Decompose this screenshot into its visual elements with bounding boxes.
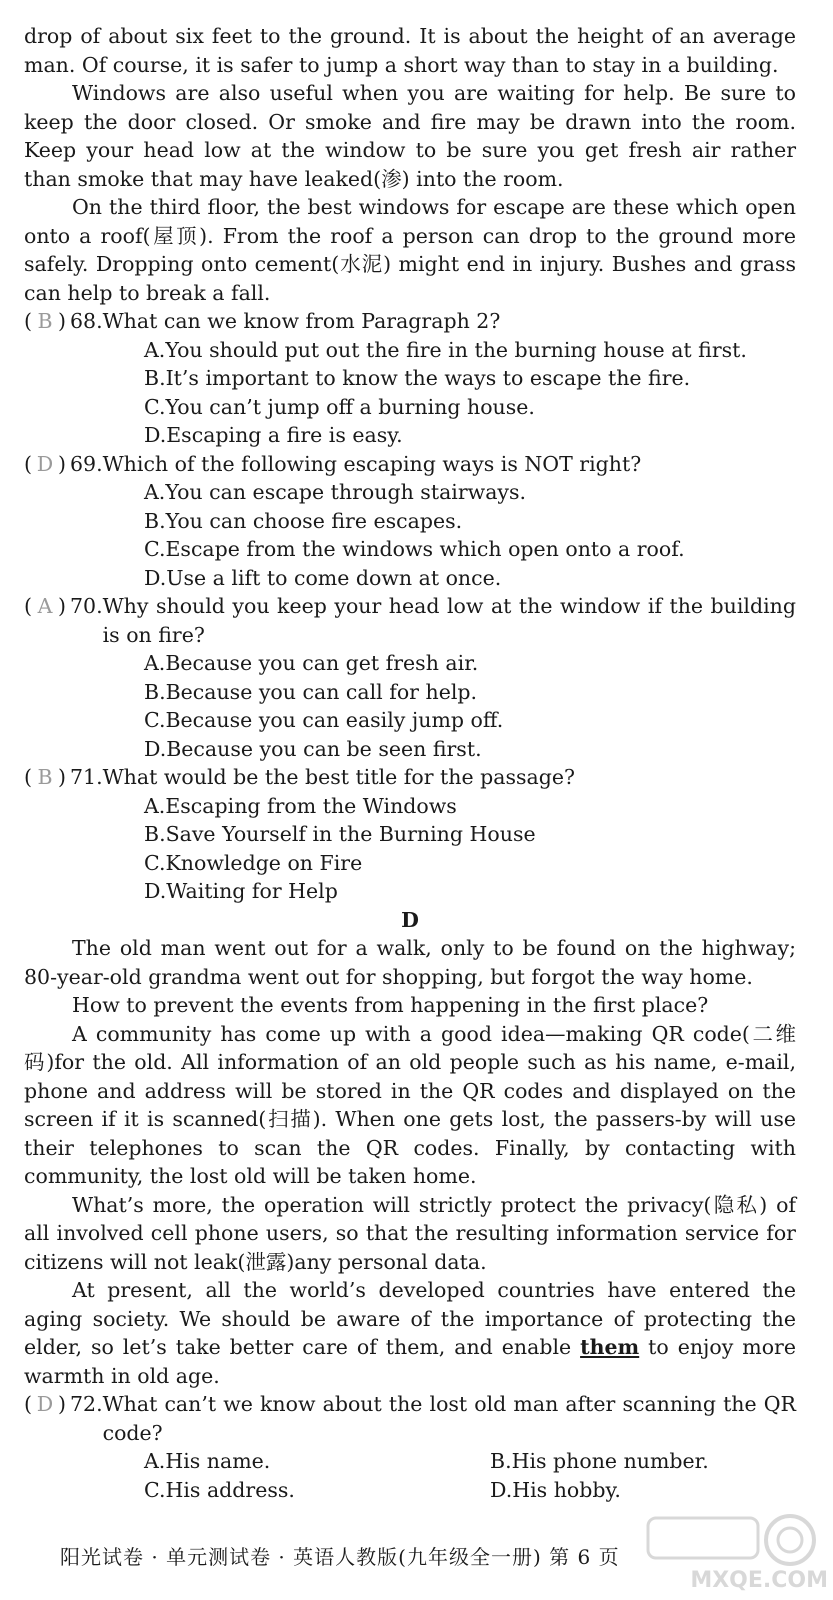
answer-option: B.You can choose fire escapes. <box>144 508 463 533</box>
answer-letter: D <box>36 1392 54 1416</box>
answer-option: C.You can’t jump off a burning house. <box>144 394 535 419</box>
answer-bracket: ( D ) <box>24 1390 70 1447</box>
section-heading: D <box>401 907 419 932</box>
answer-option: A.You can escape through stairways. <box>144 480 527 504</box>
answer-option: A.His name. <box>144 1449 271 1473</box>
passage-d-paragraph: A community has come up with a good idea—making QR code(二维码)for the old. All information of an old people such as his name, e-mail, phone and address will be stored in the QR codes and displayed on the screen if it is scanned(扫描). When one gets lost, the passers-by will use their telephones to scan the QR codes. Finally, by contacting with community, the lost old will be taken home. <box>24 1021 796 1188</box>
question-stem: What would be the best title for the passage? <box>102 765 575 789</box>
question-68 <box>24 307 796 450</box>
question-number: 68. <box>70 309 103 333</box>
document-page <box>24 22 796 1504</box>
page-number-prefix: 第 <box>549 1545 571 1569</box>
answer-option: C.Knowledge on Fire <box>144 850 363 875</box>
question-69 <box>24 450 796 593</box>
passage-d-paragraph: What’s more, the operation will strictly protect the privacy(隐私) of all involved cell phone users, so that the resulting information service for citizens will not leak(泄露)any personal data. <box>24 1192 796 1274</box>
answer-option: D.Use a lift to come down at once. <box>144 565 502 590</box>
answer-option: D.His hobby. <box>490 1477 621 1502</box>
watermark-text: MXQE.COM <box>690 1568 828 1593</box>
question-number: 71. <box>70 765 103 789</box>
series-title: 阳光试卷 · 单元测试卷 · 英语人教版(九年级全一册) <box>60 1545 542 1569</box>
question-stem: Which of the following escaping ways is NOT right? <box>102 451 642 476</box>
passage-c-paragraph: drop of about six feet to the ground. It is about the height of an average man. Of course, it is safer to jump a short way than to stay in a building. <box>24 24 796 77</box>
question-stem: What can we know from Paragraph 2? <box>102 309 501 333</box>
page-number: 6 <box>577 1545 592 1569</box>
watermark-logo <box>640 1510 830 1595</box>
answer-option: C.Because you can easily jump off. <box>144 708 504 732</box>
question-71 <box>24 763 796 906</box>
answer-option: B.It’s important to know the ways to escape the fire. <box>144 366 691 390</box>
answer-option: A.You should put out the fire in the burning house at first. <box>144 337 747 362</box>
passage-d-paragraph: The old man went out for a walk, only to be found on the highway; 80-year-old grandma went out for shopping, but forgot the way home. <box>24 936 796 989</box>
answer-option: D.Escaping a fire is easy. <box>144 423 403 447</box>
question-70 <box>24 592 796 763</box>
answer-bracket: ( B ) <box>24 763 70 792</box>
passage-d-paragraph: At present, all the world’s developed countries have entered the aging society. We should be aware of the importance of protecting the elder, so let’s take better care of them, and enable them to enjoy more warmth in old age. <box>24 1278 796 1388</box>
answer-letter: D <box>36 451 54 476</box>
emphasized-word: them <box>580 1335 640 1359</box>
answer-option: B.His phone number. <box>490 1449 709 1473</box>
question-number: 72. <box>70 1392 103 1416</box>
passage-d-paragraph: How to prevent the events from happening in the first place? <box>72 993 709 1017</box>
question-stem: What can’t we know about the lost old man after scanning the QR code? <box>102 1392 796 1445</box>
answer-letter: B <box>37 309 53 333</box>
question-number: 70. <box>70 594 103 618</box>
answer-option: A.Escaping from the Windows <box>144 793 457 818</box>
answer-option: A.Because you can get fresh air. <box>144 651 479 675</box>
passage-c-paragraph: On the third floor, the best windows for escape are these which open onto a roof(屋顶). From the roof a person can drop to the ground more safely. Dropping onto cement(水泥) might end in injury. Bushes and grass can help to break a fall. <box>24 195 796 305</box>
answer-option: C.His address. <box>144 1477 295 1502</box>
answer-letter: A <box>37 594 53 618</box>
page-number-suffix: 页 <box>598 1545 620 1569</box>
answer-option: D.Because you can be seen first. <box>144 736 482 761</box>
answer-option: C.Escape from the windows which open onto a roof. <box>144 537 685 561</box>
answer-letter: B <box>37 765 53 789</box>
question-72 <box>24 1390 796 1504</box>
answer-bracket: ( A ) <box>24 592 70 649</box>
answer-bracket: ( B ) <box>24 307 70 336</box>
answer-bracket: ( D ) <box>24 450 70 479</box>
answer-option: B.Because you can call for help. <box>144 679 478 704</box>
answer-option: D.Waiting for Help <box>144 879 338 903</box>
answer-option: B.Save Yourself in the Burning House <box>144 822 536 846</box>
question-number: 69. <box>70 451 103 476</box>
passage-c-paragraph: Windows are also useful when you are waiting for help. Be sure to keep the door closed. Or smoke and fire may be drawn into the room. Keep your head low at the window to be sure you get fresh air rather than smoke that may have leaked(渗) into the room. <box>24 81 796 191</box>
question-stem: Why should you keep your head low at the window if the building is on fire? <box>102 594 796 647</box>
